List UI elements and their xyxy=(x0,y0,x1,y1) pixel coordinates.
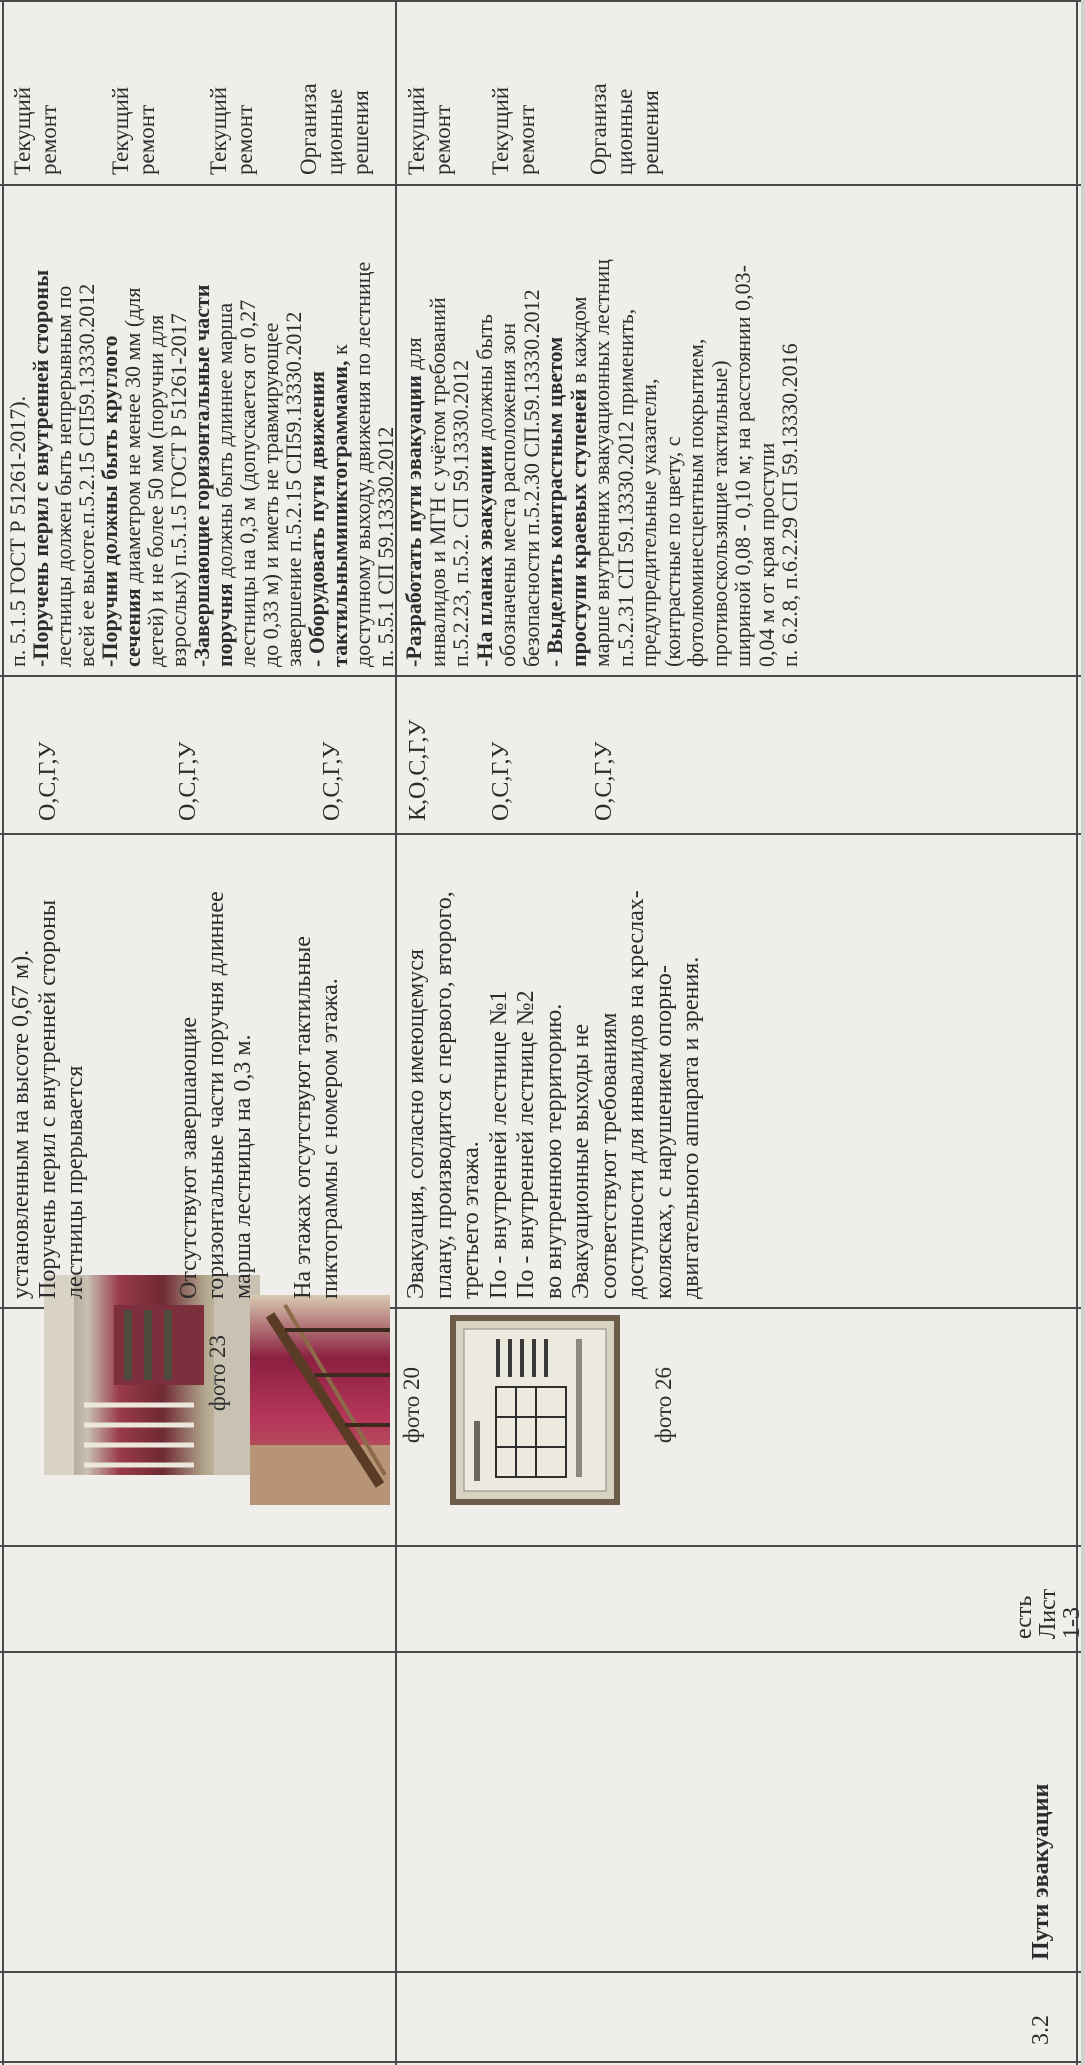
work-kind-line: решения xyxy=(638,90,663,175)
work-kind-line: ционные xyxy=(322,88,347,175)
availability-line: Лист xyxy=(1035,1588,1061,1639)
requirement-line xyxy=(98,189,121,667)
text-line: На этажах отсутствуют тактильные xyxy=(290,936,316,1299)
work-kind-line: Организа xyxy=(586,83,611,175)
requirement-bold-part: -Поручни должны быть круглого xyxy=(97,335,122,667)
text-line: Эвакуационные выходы не xyxy=(568,1023,594,1299)
text-line: плану, производится с первого, второго, xyxy=(430,891,457,1299)
table-border-top xyxy=(2,0,4,2065)
work-kind-line: ремонт xyxy=(232,104,257,175)
text-line: доступности для инвалидов на креслах- xyxy=(623,890,649,1299)
requirements-stairs xyxy=(6,189,397,667)
requirement-text-part: п.5.2.31 СП 59.13330.2012 применить, xyxy=(612,308,638,667)
requirement-bold-part: - Выделить контрастным цветом xyxy=(542,336,567,667)
column-divider-findings xyxy=(0,833,1081,835)
requirement-text-part: завершение п.5.2.15 СП59.13330.2012 xyxy=(281,311,306,667)
requirement-line xyxy=(75,189,98,667)
requirement-line xyxy=(520,189,544,667)
row-number: 3.2 xyxy=(1028,2015,1054,2045)
requirement-bold-part: тактильнымипиктограммами, xyxy=(327,360,352,667)
text-line: соответствуют требованиям xyxy=(595,1012,622,1299)
requirement-line xyxy=(590,189,614,667)
column-divider-number xyxy=(0,1971,1081,1973)
requirement-line xyxy=(449,189,473,667)
work-kind xyxy=(488,5,540,175)
requirement-line xyxy=(543,189,567,667)
requirement-text-part: (контрастные по цвету, с xyxy=(659,436,685,667)
handrail-image-icon xyxy=(250,1295,390,1505)
requirement-text-part: противоскользящие тактильные) xyxy=(706,360,732,667)
work-kind xyxy=(10,5,62,175)
photo-caption: фото 26 xyxy=(651,1366,676,1444)
table-border-left xyxy=(0,2061,1081,2063)
table-border-bottom xyxy=(1076,0,1078,2065)
requirement-bold-part: -Завершающие горизонтальные части xyxy=(189,284,214,667)
requirement-line xyxy=(374,189,397,667)
requirement-line xyxy=(328,189,351,667)
requirement-bold-part: -Разработать пути эвакуации xyxy=(401,375,426,667)
requirement-line xyxy=(259,189,282,667)
requirement-text-part: 0,04 м от края проступи xyxy=(753,442,779,667)
disability-code: О,С,Г,У xyxy=(175,741,201,821)
requirement-text-part: к xyxy=(327,344,352,361)
work-kind-line: Текущий xyxy=(206,86,231,175)
text-line: Эвакуация, согласно имеющемуся xyxy=(403,949,429,1299)
requirement-line xyxy=(731,189,755,667)
row-name: Пути эвакуации xyxy=(1028,1783,1054,1960)
work-kind-line: ремонт xyxy=(514,104,539,175)
requirement-line xyxy=(661,189,685,667)
table-border-right xyxy=(0,0,1081,2)
photo-evacuation-plan xyxy=(450,1315,620,1505)
text-line: Поручень перил с внутренней стороны xyxy=(35,899,61,1299)
text-line: во внутреннюю территорию. xyxy=(540,1003,567,1299)
requirement-line xyxy=(614,189,638,667)
work-kind xyxy=(296,5,374,175)
availability-cell xyxy=(1012,1559,1084,1639)
requirement-text-part: инвалидов и МГН с учётом требований xyxy=(424,297,450,667)
requirement-text-part: для xyxy=(401,337,426,376)
requirement-bold-part: -На планах эвакуации xyxy=(471,445,497,667)
disability-code: К,О,С,Г,У xyxy=(405,719,431,821)
text-line: По - внутренней лестнице №2 xyxy=(513,990,539,1299)
requirement-line xyxy=(567,189,591,667)
text-line: горизонтальные части поручня длиннее xyxy=(203,891,229,1299)
requirement-text-part: предупредительные указатели, xyxy=(636,378,661,667)
requirement-line xyxy=(144,189,167,667)
requirement-text-part: фотолюминесцентным покрытием, xyxy=(683,338,708,667)
column-divider-name xyxy=(0,1651,1081,1653)
requirement-line xyxy=(684,189,708,667)
requirement-line xyxy=(473,189,497,667)
requirement-text-part: п. 5.1.5 ГОСТ Р 51261-2017). xyxy=(5,395,30,667)
requirement-text-part: лестницы должен быть непрерывным по xyxy=(51,285,76,667)
requirement-line xyxy=(52,189,75,667)
requirement-text-part: до 0,33 м) и иметь не травмирующее xyxy=(258,322,283,667)
finding-evacuation xyxy=(403,839,706,1299)
disability-code: О,С,Г,У xyxy=(591,741,617,821)
work-kind-line: Текущий xyxy=(404,86,429,175)
work-kind-line: ремонт xyxy=(430,104,455,175)
requirement-text-part: должны быть xyxy=(471,314,497,446)
column-divider-availability xyxy=(0,1545,1081,1547)
requirement-line xyxy=(167,189,190,667)
work-kind-line: Текущий xyxy=(488,86,513,175)
text-line: третьего этажа. xyxy=(458,1141,484,1299)
text-line: По - внутренней лестнице №1 xyxy=(485,990,512,1299)
evacuation-plan-image-icon xyxy=(456,1321,614,1499)
requirement-text-part: безопасности п.5.2.30 СП.59.13330.2012 xyxy=(518,289,544,667)
requirement-text-part: п. 6.2.8, п.6.2.29 СП 59.13330.2016 xyxy=(777,343,802,667)
work-kind-line: Организа xyxy=(296,83,321,175)
photo-caption: фото 23 xyxy=(205,1334,230,1412)
column-divider-codes xyxy=(0,675,1081,677)
requirement-text-part: обозначены места расположения зон xyxy=(495,322,520,667)
requirement-text-part: п.5.2.23, п.5.2. СП 59.13330.2012 xyxy=(448,359,473,667)
photo-handrail xyxy=(250,1295,390,1505)
finding-handrail-ends xyxy=(176,839,257,1299)
text-line: колясках, с нарушением опорно- xyxy=(650,965,677,1299)
requirement-bold-part: -Поручень перил с внутренней стороны xyxy=(28,269,53,667)
finding-tactile-pictograms xyxy=(290,839,344,1299)
requirement-bold-part: - Оборудовать пути движения xyxy=(304,370,329,667)
work-kind xyxy=(206,5,258,175)
requirement-line xyxy=(305,189,328,667)
requirement-line xyxy=(708,189,732,667)
requirement-bold-part: поручня xyxy=(212,583,237,667)
requirement-line xyxy=(236,189,259,667)
requirement-text-part: шириной 0,08 - 0,10 м; на расстоянии 0,03- xyxy=(730,265,755,667)
requirement-text-part: детей) и не более 50 мм (поручни для xyxy=(143,314,168,667)
requirement-line xyxy=(496,189,520,667)
text-line: марша лестницы на 0,3 м. xyxy=(230,1034,256,1299)
requirement-line xyxy=(637,189,661,667)
requirement-line xyxy=(6,189,29,667)
requirement-line xyxy=(29,189,52,667)
work-kind xyxy=(586,5,664,175)
requirement-text-part: лестницы на 0,3 м (допускается от 0,27 xyxy=(235,299,260,667)
requirement-line xyxy=(190,189,213,667)
work-kind xyxy=(108,5,160,175)
requirement-text-part: должны быть длиннее марша xyxy=(212,302,237,584)
requirement-line xyxy=(351,189,374,667)
work-kind-line: ремонт xyxy=(134,104,159,175)
availability-line: 1-3 xyxy=(1059,1607,1085,1639)
requirement-line xyxy=(426,189,450,667)
requirement-text-part: марше внутренних эвакуационных лестниц xyxy=(589,259,614,667)
work-kind-line: Текущий xyxy=(10,86,35,175)
finding-handrail-height xyxy=(8,839,89,1299)
work-kind xyxy=(404,5,456,175)
requirement-text-part: доступному выходу, движения по лестнице xyxy=(350,261,375,667)
requirement-line xyxy=(755,189,779,667)
work-kind-line: решения xyxy=(348,90,373,175)
availability-line: есть xyxy=(1011,1595,1037,1639)
requirement-line xyxy=(778,189,802,667)
text-line: Отсутствуют завершающие xyxy=(176,1017,202,1299)
requirement-text-part: диаметром не менее 30 мм (для xyxy=(120,287,145,589)
text-line: двигательного аппарата и зрения. xyxy=(678,956,704,1299)
requirement-text-part: всей ее высоте.п.5.2.15 СП59.13330.2012 xyxy=(74,283,99,667)
requirement-text-part: взрослых) п.5.1.5 ГОСТ Р 51261-2017 xyxy=(166,313,191,667)
text-line: установленным на высоте 0,67 м). xyxy=(8,949,34,1299)
requirement-bold-part: проступи краевых ступеней xyxy=(565,388,591,667)
text-line: лестницы прерывается xyxy=(62,1065,88,1299)
photo-caption: фото 20 xyxy=(399,1366,424,1444)
requirement-text-part: в каждом xyxy=(565,296,591,389)
column-divider-requirements xyxy=(0,184,1081,186)
work-kind-line: ремонт xyxy=(36,104,61,175)
text-line: пиктограммы с номером этажа. xyxy=(317,978,343,1299)
requirement-line xyxy=(282,189,305,667)
requirement-line xyxy=(121,189,144,667)
requirement-line xyxy=(402,189,426,667)
disability-code: О,С,Г,У xyxy=(319,741,345,821)
requirement-bold-part: сечения xyxy=(120,588,145,667)
disability-code: О,С,Г,У xyxy=(488,741,514,821)
requirement-text-part: п. 5.5.1 СП 59.13330.2012 xyxy=(373,426,398,667)
disability-code: О,С,Г,У xyxy=(35,741,61,821)
requirements-evacuation xyxy=(402,189,802,667)
work-kind-line: ционные xyxy=(612,88,637,175)
requirement-line xyxy=(213,189,236,667)
work-kind-line: Текущий xyxy=(108,86,133,175)
